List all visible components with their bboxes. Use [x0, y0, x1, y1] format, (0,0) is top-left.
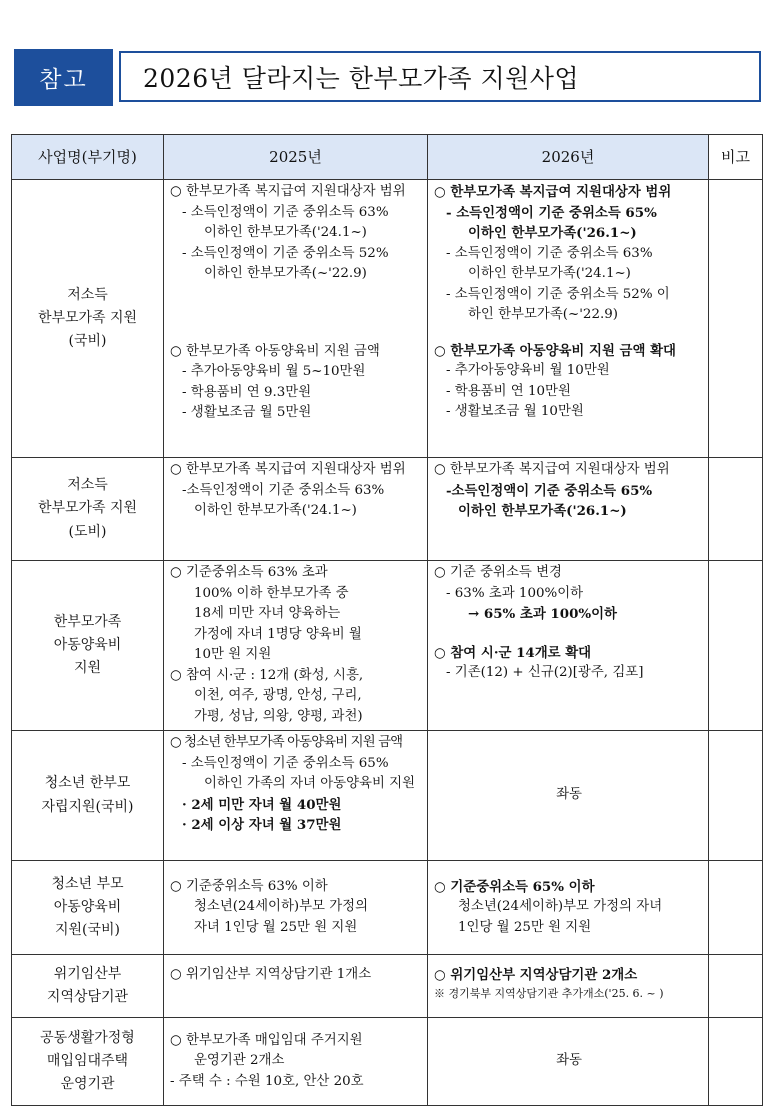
remarks-cell [709, 861, 763, 955]
program-name-cell: 공동생활가정형 매입임대주택 운영기관 [12, 1018, 164, 1106]
y2025-cell: ○ 청소년 한부모가족 아동양육비 지원 금액 - 소득인정액이 기준 중위소득 65% 이하인 가족의 자녀 아동양육비 지원 · 2세 미만 자녀 월 40만원 · 2세 이상 자녀 월 37만원 [164, 731, 428, 861]
y2025-cell: ○ 기준중위소득 63% 초과 100% 이하 한부모가족 중 18세 미만 자녀 양육하는 가정에 자녀 1명당 양육비 월 10만 원 지원 ○ 참여 시·군 : 12개 (화성, 시흥, 이천, 여주, 광명, 안성, 구리, 가평, 성남, 의왕, 양평, 과천) [164, 561, 428, 731]
column-header-2025: 2025년 [164, 135, 428, 180]
page-title: 2026년 달라지는 한부모가족 지원사업 [119, 51, 761, 102]
page-header [14, 49, 765, 106]
program-name-cell: 청소년 한부모 자립지원(국비) [12, 731, 164, 861]
table-row [12, 180, 763, 458]
table-row [12, 955, 763, 1018]
y2025-cell: ○ 기준중위소득 63% 이하 청소년(24세이하)부모 가정의 자녀 1인당 월 25만 원 지원 [164, 861, 428, 955]
table-row [12, 1018, 763, 1106]
remarks-cell [709, 180, 763, 458]
table-row [12, 561, 763, 731]
remarks-cell [709, 955, 763, 1018]
y2026-cell: ○ 기준중위소득 65% 이하 청소년(24세이하)부모 가정의 자녀 1인당 월 25만 원 지원 [428, 861, 709, 955]
y2026-cell: 좌동 [428, 1018, 709, 1106]
y2026-cell: ○ 한부모가족 복지급여 지원대상자 범위 -소득인정액이 기준 중위소득 65% 이하인 한부모가족('26.1~) [428, 458, 709, 561]
table-row [12, 458, 763, 561]
column-header-remarks: 비고 [709, 135, 763, 180]
y2026-cell: 좌동 [428, 731, 709, 861]
program-name-cell: 저소득 한부모가족 지원 (국비) [12, 180, 164, 458]
y2025-cell: ○ 한부모가족 복지급여 지원대상자 범위 - 소득인정액이 기준 중위소득 63% 이하인 한부모가족('24.1~) - 소득인정액이 기준 중위소득 52% 이하인 한부모가족(~'22.9) ○ 한부모가족 아동양육비 지원 금액 - 추가아동양육비 월 5~10만원 - 학용품비 연 9.3만원 - 생활보조금 월 5만원 [164, 180, 428, 458]
y2025-cell: ○ 한부모가족 매입임대 주거지원 운영기관 2개소 - 주택 수 : 수원 10호, 안산 20호 [164, 1018, 428, 1106]
program-name-cell: 위기임산부 지역상담기관 [12, 955, 164, 1018]
y2026-cell: ○ 한부모가족 복지급여 지원대상자 범위 - 소득인정액이 기준 중위소득 65% 이하인 한부모가족('26.1~) - 소득인정액이 기준 중위소득 63% 이하인 한부모가족('24.1~) - 소득인정액이 기준 중위소득 52% 이 하인 한부모가족(~'22.9) ○ 한부모가족 아동양육비 지원 금액 확대 - 추가아동양육비 월 10만원 - 학용품비 연 10만원 - 생활보조금 월 10만원 [428, 180, 709, 458]
program-name-cell: 청소년 부모 아동양육비 지원(국비) [12, 861, 164, 955]
table-header-row [12, 135, 763, 180]
program-name-cell: 한부모가족 아동양육비 지원 [12, 561, 164, 731]
y2026-cell: ○ 위기임산부 지역상담기관 2개소 ※ 경기북부 지역상담기관 추가개소('25. 6. ~ ) [428, 955, 709, 1018]
remarks-cell [709, 458, 763, 561]
y2025-cell: ○ 한부모가족 복지급여 지원대상자 범위 -소득인정액이 기준 중위소득 63% 이하인 한부모가족('24.1~) [164, 458, 428, 561]
remarks-cell [709, 561, 763, 731]
table-row [12, 731, 763, 861]
remarks-cell [709, 731, 763, 861]
column-header-program: 사업명(부기명) [12, 135, 164, 180]
y2026-cell: ○ 기준 중위소득 변경 - 63% 초과 100%이하 → 65% 초과 100%이하 ○ 참여 시·군 14개로 확대 - 기존(12) + 신규(2)[광주, 김포] [428, 561, 709, 731]
table-row [12, 861, 763, 955]
program-name-cell: 저소득 한부모가족 지원 (도비) [12, 458, 164, 561]
reference-badge: 참고 [14, 49, 113, 106]
support-programs-table [11, 134, 763, 1106]
column-header-2026: 2026년 [428, 135, 709, 180]
remarks-cell [709, 1018, 763, 1106]
y2025-cell: ○ 위기임산부 지역상담기관 1개소 [164, 955, 428, 1018]
